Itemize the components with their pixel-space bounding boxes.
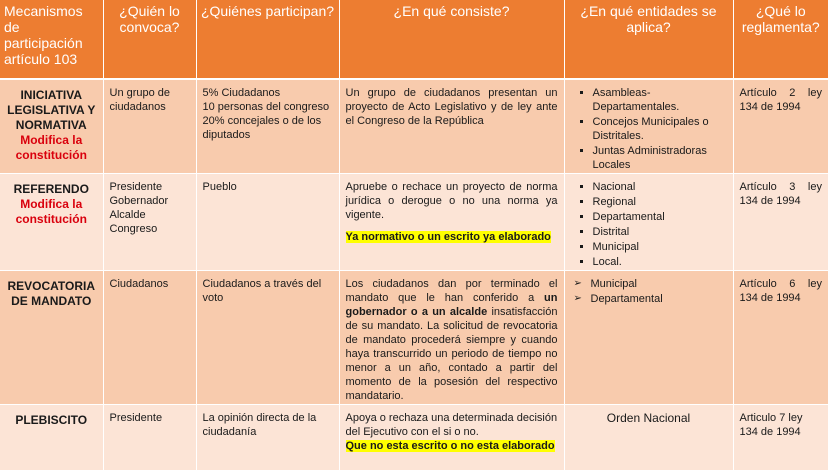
mechanism-title: REFERENDO [13, 182, 89, 196]
participant-line: 5% Ciudadanos [202, 87, 281, 99]
participan-cell [196, 79, 339, 174]
mechanism-title: REVOCATORIA DE MANDATO [7, 279, 96, 308]
participant-line: 10 personas del congreso [202, 101, 330, 113]
reglamenta-cell: Artículo 6 ley 134 de 1994 [733, 271, 828, 405]
header-row [0, 0, 828, 79]
consiste-cell: Un grupo de ciudadanos presentan un proyecto de Acto Legislativo y de ley ante el Congreso de la República [339, 79, 564, 174]
consiste-cell [339, 405, 564, 471]
reglamenta-cell: Artículo 2 ley 134 de 1994 [733, 79, 828, 174]
convoca-cell: Ciudadanos [103, 271, 196, 405]
header-reglamenta: ¿Qué lo reglamenta? [733, 0, 828, 79]
header-convoca: ¿Quién lo convoca? [103, 0, 196, 79]
consiste-text-b: insatisfacción de su mandato. La solicitud de revocatoria de mandato procederá siempre y cuando haya transcurrido un periodo de tiempo no menor a un año, contado a partir del momento de la posesión del respectivo mandatario. [345, 306, 558, 402]
mechanism-note: Modifica la constitución [15, 133, 87, 162]
consiste-cell [339, 271, 564, 405]
mechanism-name [0, 405, 103, 471]
header-mecanismos: Mecanismos de participación artículo 103 [0, 0, 103, 79]
list-item: ▪ Juntas Administradoras Locales [593, 144, 727, 172]
list-item: ▪ Distrital [593, 225, 727, 239]
convoca-line: Alcalde [109, 209, 146, 221]
participan-cell: La opinión directa de la ciudadanía [196, 405, 339, 471]
convoca-line: Presidente [109, 181, 163, 193]
mechanism-title: INICIATIVA LEGISLATIVA Y NORMATIVA [7, 88, 96, 132]
mechanism-name [0, 79, 103, 174]
list-item: ▪ Local. [593, 255, 727, 269]
reglamenta-cell: Artículo 3 ley 134 de 1994 [733, 174, 828, 271]
entidades-cell [564, 79, 733, 174]
entidades-cell [564, 174, 733, 271]
header-entidades: ¿En qué entidades se aplica? [564, 0, 733, 79]
table-row [0, 174, 828, 271]
convoca-cell: Presidente [103, 405, 196, 471]
list-item: ▪ Municipal [593, 240, 727, 254]
entidades-cell: Orden Nacional [564, 405, 733, 471]
list-item: ▪ Concejos Municipales o Distritales. [593, 115, 727, 143]
table-row [0, 79, 828, 174]
list-item: ▪ Nacional [593, 180, 727, 194]
entidades-cell [564, 271, 733, 405]
participan-cell: Pueblo [196, 174, 339, 271]
list-item: ▪ Asambleas-Departamentales. [593, 86, 727, 114]
header-consiste: ¿En qué consiste? [339, 0, 564, 79]
list-item: ▪ Regional [593, 195, 727, 209]
consiste-text: Apoya o rechaza una determinada decisión del Ejecutivo con el si o no. [345, 412, 558, 438]
participant-line: 20% concejales o de los diputados [202, 115, 322, 141]
highlight-note: Ya normativo o un escrito ya elaborado [345, 231, 551, 243]
table-row [0, 405, 828, 471]
consiste-text: Apruebe o rechace un proyecto de norma jurídica o derogue o no una norma ya vigente. [345, 181, 558, 221]
reglamenta-cell: Articulo 7 ley 134 de 1994 [733, 405, 828, 471]
mechanism-note: Modifica la constitución [15, 197, 87, 226]
convoca-cell [103, 174, 196, 271]
list-item: ▪ Departamental [593, 210, 727, 224]
consiste-text-bold: un gobernador o a un alcalde [345, 292, 558, 318]
mechanism-name [0, 271, 103, 405]
mechanism-name [0, 174, 103, 271]
table-row [0, 271, 828, 405]
consiste-cell [339, 174, 564, 271]
convoca-cell: Un grupo de ciudadanos [103, 79, 196, 174]
list-item: ➢ Departamental [591, 292, 727, 306]
convoca-line: Congreso [109, 223, 158, 235]
highlight-note: Que no esta escrito o no esta elaborado [345, 440, 555, 452]
convoca-line: Gobernador [109, 195, 169, 207]
entity-list [571, 180, 727, 269]
entity-list [571, 86, 727, 172]
list-item: ➢ Municipal [591, 277, 727, 291]
header-participan: ¿Quiénes participan? [196, 0, 339, 79]
entity-list [571, 277, 727, 306]
mechanism-title: PLEBISCITO [15, 413, 88, 427]
consiste-text-a: Los ciudadanos dan por terminado el mandato que le han conferido a [345, 278, 558, 304]
participan-cell: Ciudadanos a través del voto [196, 271, 339, 405]
